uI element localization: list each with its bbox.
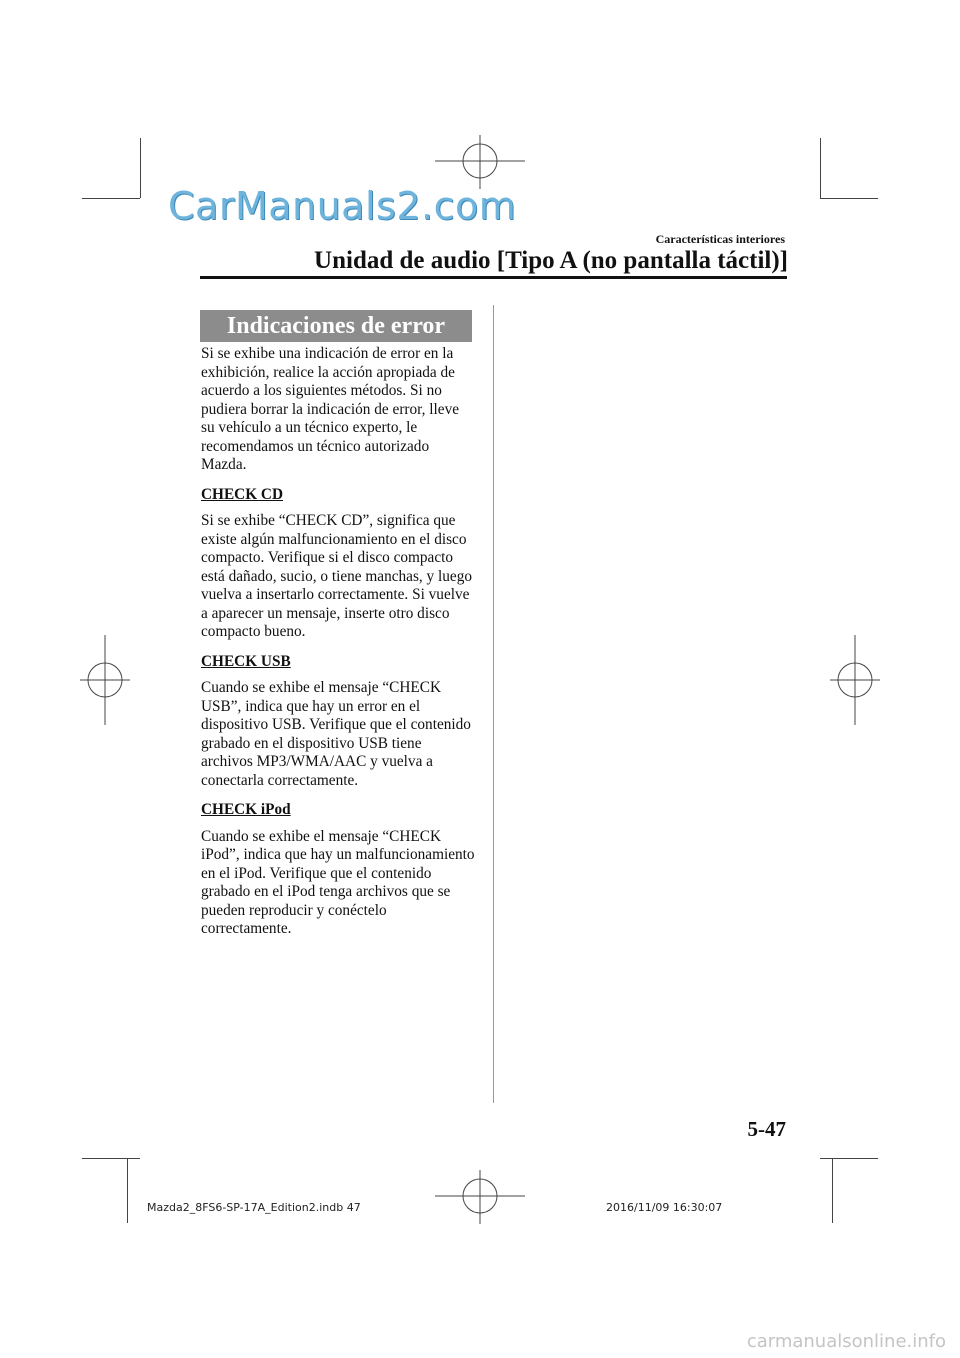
footer-timestamp: 2016/11/09 16:30:07 <box>606 1201 723 1214</box>
intro-paragraph: Si se exhibe una indicación de error en la exhibición, realice la acción apropiada de acuerdo a los siguientes métodos. Si no pudiera borrar la indicación de error, lleve su vehículo a un técnico experto, le recomendamos un técnico autorizado Mazda. <box>201 345 460 473</box>
column-divider <box>493 305 494 1103</box>
error-heading-check-cd: CHECK CD <box>201 485 284 503</box>
crop-mark <box>820 1158 878 1159</box>
crop-mark <box>82 1158 140 1159</box>
crop-mark <box>832 1158 833 1223</box>
crop-mark <box>140 138 141 198</box>
crop-mark <box>127 1158 128 1223</box>
watermark-url[interactable]: carmanualsonline.info <box>746 1331 946 1352</box>
watermark-logo[interactable]: CarManuals2.com <box>168 184 517 228</box>
chapter-label: Características interiores <box>655 232 785 246</box>
crop-mark <box>820 198 878 199</box>
error-text-check-cd: Si se exhibe “CHECK CD”, significa que existe algún malfuncionamiento en el disco compacto. Verifique si el disco compacto está dañado, sucio, o tiene manchas, y luego vuelva a insertarlo correctamente. Si vuelve a aparecer un mensaje, inserte otro disco compacto bueno. <box>201 512 473 640</box>
page-title: Unidad de audio [Tipo A (no pantalla táctil)] <box>314 247 788 274</box>
section-body <box>201 345 476 950</box>
error-heading-check-ipod: CHECK iPod <box>201 801 291 818</box>
error-text-check-usb: Cuando se exhibe el mensaje “CHECK USB”, indica que hay un error en el dispositivo USB. Verifique que el contenido grabado en el dispositivo USB tiene archivos MP3/WMA/AAC y vuelva a conectarla correctamente. <box>201 679 471 789</box>
footer-filename: Mazda2_8FS6-SP-17A_Edition2.indb 47 <box>147 1201 361 1214</box>
page-number: 5-47 <box>747 1117 786 1141</box>
error-text-check-ipod: Cuando se exhibe el mensaje “CHECK iPod”, indica que hay un malfuncionamiento en el iPod. Verifique que el contenido grabado en el iPod tenga archivos que se pueden reproducir y conéctelo correctamente. <box>201 827 475 937</box>
header-divider <box>200 276 787 279</box>
registration-mark-icon <box>830 635 880 725</box>
crop-mark <box>82 198 140 199</box>
registration-mark-icon <box>80 635 130 725</box>
registration-mark-icon <box>435 1170 525 1224</box>
error-heading-check-usb: CHECK USB <box>201 652 291 670</box>
registration-mark-icon <box>435 135 525 189</box>
section-heading: Indicaciones de error <box>200 310 472 342</box>
crop-mark <box>820 138 821 198</box>
